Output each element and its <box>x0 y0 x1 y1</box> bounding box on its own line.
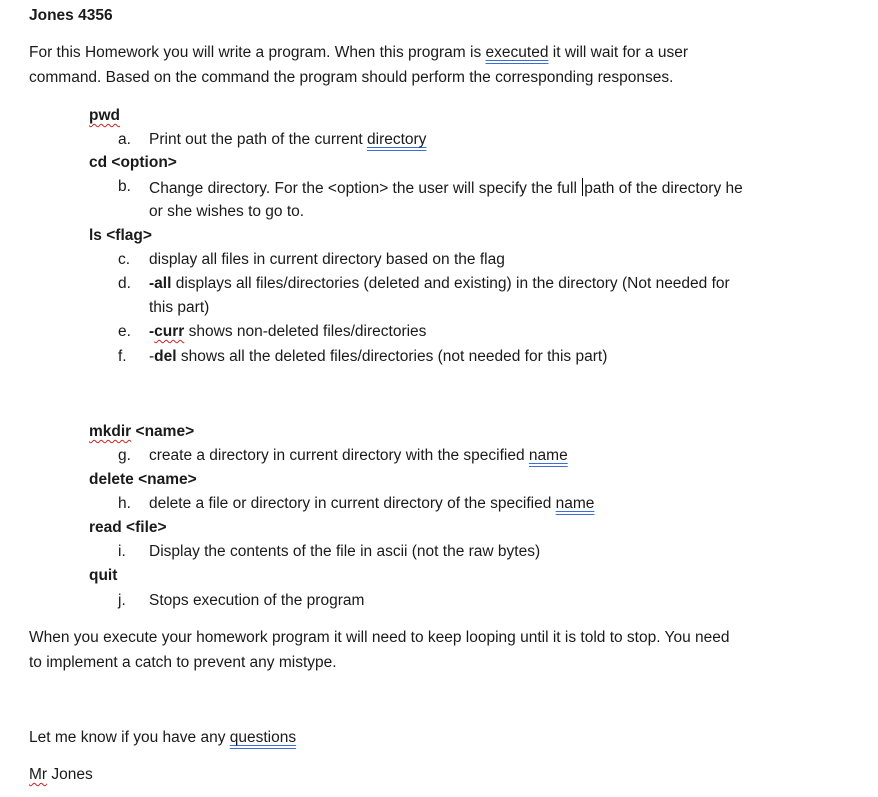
grammar-flag-executed[interactable]: executed <box>485 44 549 61</box>
command-delete: delete <name> <box>89 471 197 488</box>
flag-all: -all <box>149 275 172 292</box>
signature <box>29 766 93 784</box>
item-g-desc: create a directory in current directory with the specified <box>149 447 529 464</box>
spell-flag-pwd[interactable]: pwd <box>89 107 120 124</box>
intro-text: For this Homework you will write a program. When this program is <box>29 44 486 61</box>
item-j-text: Stops execution of the program <box>149 592 365 609</box>
command-mkdir <box>89 423 194 441</box>
item-f-desc: shows all the deleted files/directories (not needed for this part) <box>176 348 608 365</box>
command-read: read <file> <box>89 519 167 536</box>
item-c-text: display all files in current directory based on the flag <box>149 251 505 268</box>
closing-line-1: When you execute your homework program it will need to keep looping until it is told to stop. You need <box>29 629 730 646</box>
item-f-text <box>149 348 607 366</box>
command-ls: ls <flag> <box>89 227 152 244</box>
item-b-desc-end: path of the directory he <box>584 180 743 197</box>
item-h-text <box>149 495 594 513</box>
list-marker-a: a. <box>118 131 131 148</box>
grammar-flag-directory[interactable]: directory <box>367 131 427 148</box>
grammar-flag-name-h[interactable]: name <box>555 495 595 512</box>
document-title: Jones 4356 <box>29 7 113 24</box>
item-e-text <box>149 323 426 341</box>
spell-flag-mkdir[interactable]: mkdir <box>89 423 132 440</box>
flag-curr-dash: - <box>149 323 155 340</box>
mkdir-arg: <name> <box>131 423 195 440</box>
item-d-desc: displays all files/directories (deleted and existing) in the directory (Not needed for <box>171 275 730 292</box>
list-marker-j: j. <box>118 592 126 609</box>
questions-line <box>29 729 296 747</box>
item-i-text: Display the contents of the file in ascii (not the raw bytes) <box>149 543 541 560</box>
intro-text-end: it will wait for a user <box>548 44 688 61</box>
list-marker-b: b. <box>118 178 131 195</box>
item-a-desc: Print out the path of the current <box>149 131 367 148</box>
list-marker-c: c. <box>118 251 131 268</box>
item-b-desc: Change directory. For the <option> the user will specify the full <box>149 180 582 197</box>
list-marker-g: g. <box>118 447 131 464</box>
item-a-text <box>149 131 426 149</box>
questions-text: Let me know if you have any <box>29 729 230 746</box>
command-cd: cd <option> <box>89 154 177 171</box>
signature-name: Jones <box>47 766 93 783</box>
item-b-text-line2: or she wishes to go to. <box>149 203 305 220</box>
intro-line-2: command. Based on the command the program should perform the corresponding responses. <box>29 69 674 86</box>
grammar-flag-questions[interactable]: questions <box>229 729 297 746</box>
command-pwd <box>89 107 120 125</box>
item-d-text-line1 <box>149 275 730 293</box>
spell-flag-mr[interactable]: Mr <box>29 766 48 783</box>
closing-line-2: to implement a catch to prevent any mistype. <box>29 654 337 671</box>
flag-del-dash: - <box>149 348 155 365</box>
item-d-text-line2: this part) <box>149 299 210 316</box>
list-marker-h: h. <box>118 495 131 512</box>
spell-flag-curr[interactable]: curr <box>154 323 185 340</box>
item-h-desc: delete a file or directory in current directory of the specified <box>149 495 556 512</box>
item-e-desc: shows non-deleted files/directories <box>184 323 427 340</box>
list-marker-i: i. <box>118 543 126 560</box>
list-marker-d: d. <box>118 275 131 292</box>
list-marker-f: f. <box>118 348 127 365</box>
command-quit: quit <box>89 567 118 584</box>
list-marker-e: e. <box>118 323 131 340</box>
grammar-flag-name-g[interactable]: name <box>528 447 568 464</box>
item-g-text <box>149 447 568 465</box>
flag-del: del <box>154 348 177 365</box>
intro-line-1 <box>29 44 688 62</box>
item-b-text-line1 <box>149 178 743 198</box>
